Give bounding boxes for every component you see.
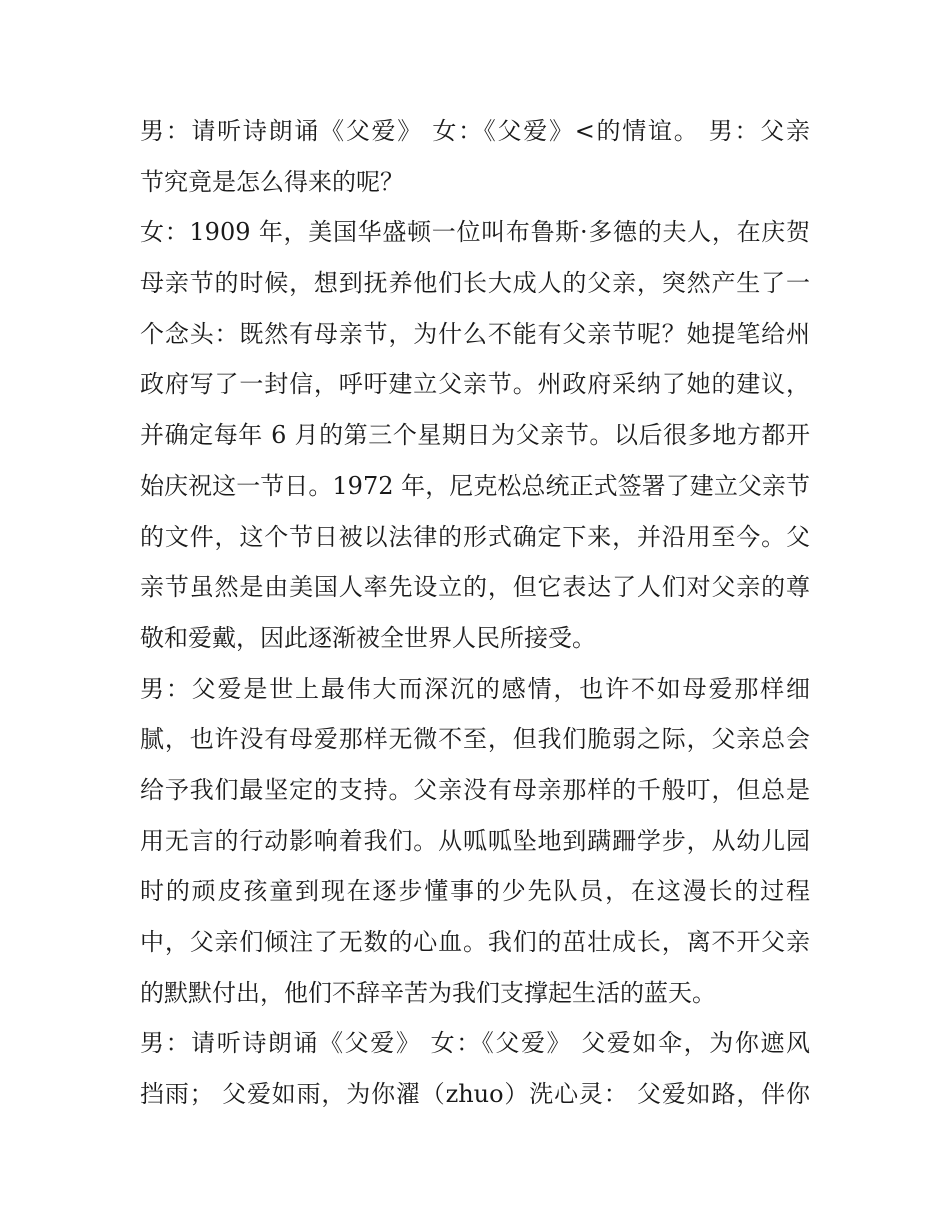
text-line: 的文件，这个节日被以法律的形式确定下来，并沿用至今。父 bbox=[140, 522, 810, 551]
text-line: 男：父爱是世上最伟大而深沉的感情，也许不如母爱那样细 bbox=[140, 674, 810, 703]
text-line: 节究竟是怎么得来的呢？ bbox=[140, 167, 404, 196]
document-page bbox=[140, 106, 810, 1120]
text-line: 并确定每年 6 月的第三个星期日为父亲节。以后很多地方都开 bbox=[140, 421, 810, 450]
text-line: 亲节虽然是由美国人率先设立的，但它表达了人们对父亲的尊 bbox=[140, 573, 810, 602]
text-line: 中，父亲们倾注了无数的心血。我们的茁壮成长，离不开父亲 bbox=[140, 928, 810, 956]
text-line: 用无言的行动影响着我们。从呱呱坠地到蹒跚学步，从幼儿园 bbox=[140, 826, 810, 855]
text-line: 的默默付出，他们不辞辛苦为我们支撑起生活的蓝天。 bbox=[140, 978, 716, 1007]
text-line: 女：1909 年，美国华盛顿一位叫布鲁斯·多德的夫人，在庆贺 bbox=[140, 218, 810, 247]
text-line: 挡雨； 父爱如雨，为你濯（zhuo）洗心灵： 父爱如路，伴你 bbox=[140, 1080, 810, 1109]
text-line: 母亲节的时候，想到抚养他们长大成人的父亲，突然产生了一 bbox=[140, 269, 810, 298]
text-line: 政府写了一封信，呼吁建立父亲节。州政府采纳了她的建议， bbox=[140, 370, 810, 399]
text-line: 给予我们最坚定的支持。父亲没有母亲那样的千般叮，但总是 bbox=[140, 775, 810, 804]
text-line: 个念头：既然有母亲节，为什么不能有父亲节呢？她提笔给州 bbox=[140, 319, 810, 348]
text-line: 时的顽皮孩童到现在逐步懂事的少先队员，在这漫长的过程 bbox=[140, 877, 810, 906]
text-line: 男：请听诗朗诵《父爱》 女：《父爱》<的情谊。 男：父亲 bbox=[140, 117, 810, 145]
text-line: 敬和爱戴，因此逐渐被全世界人民所接受。 bbox=[140, 623, 596, 652]
text-line: 始庆祝这一节日。1972 年，尼克松总统正式签署了建立父亲节 bbox=[140, 471, 810, 500]
text-line: 男：请听诗朗诵《父爱》 女：《父爱》 父爱如伞，为你遮风 bbox=[140, 1029, 810, 1058]
text-line: 腻，也许没有母爱那样无微不至，但我们脆弱之际，父亲总会 bbox=[140, 725, 810, 754]
